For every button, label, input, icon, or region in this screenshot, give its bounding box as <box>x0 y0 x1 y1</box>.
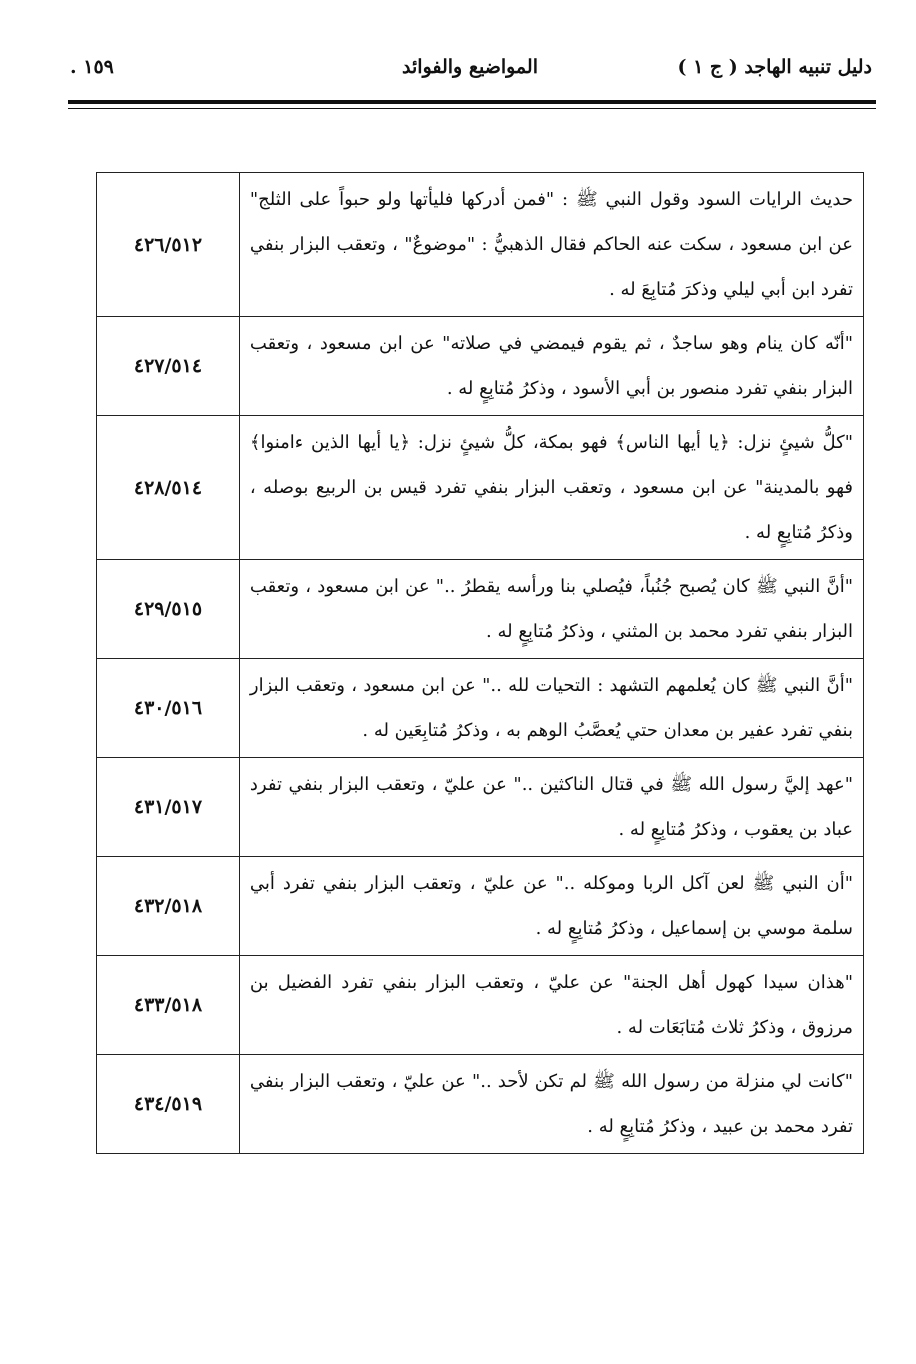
entry-text: "أنّه كان ينام وهو ساجدٌ ، ثم يقوم فيمضي في صلاته" عن ابن مسعود ، وتعقب البزار بنفي تفرد منصور بن أبي الأسود ، وذكرُ مُتابِعٍ له . <box>239 317 863 416</box>
entry-reference: ٤٣٢/٥١٨ <box>97 857 240 956</box>
table-row <box>97 857 864 956</box>
entry-reference: ٤٢٧/٥١٤ <box>97 317 240 416</box>
entry-reference: ٤٣٣/٥١٨ <box>97 956 240 1055</box>
table-row <box>97 560 864 659</box>
table-row <box>97 1055 864 1154</box>
entry-text: حديث الرايات السود وقول النبي ﷺ : "فمن أدركها فليأتها ولو حبواً على الثلج" عن ابن مسعود ، سكت عنه الحاكم فقال الذهبيُّ : "موضوعٌ" ، وتعقب البزار بنفي تفرد ابن أبي ليلي وذكرَ مُتابِعَ له . <box>239 173 863 317</box>
entry-reference: ٤٣٠/٥١٦ <box>97 659 240 758</box>
entry-reference: ٤٣١/٥١٧ <box>97 758 240 857</box>
header-rule-thin <box>68 108 876 109</box>
entry-text: "عهد إليَّ رسول الله ﷺ في قتال الناكثين .." عن عليّ ، وتعقب البزار بنفي تفرد عباد بن يعقوب ، وذكرُ مُتابِعٍ له . <box>239 758 863 857</box>
entry-text: "كانت لي منزلة من رسول الله ﷺ لم تكن لأحد .." عن عليّ ، وتعقب البزار بنفي تفرد محمد بن عبيد ، وذكرُ مُتابِعٍ له . <box>239 1055 863 1154</box>
entry-text: "كلُّ شيئٍ نزل: ﴿يا أيها الناس﴾ فهو بمكة، كلُّ شيئٍ نزل: ﴿يا أيها الذين ءامنوا﴾ فهو بالمدينة" عن ابن مسعود ، وتعقب البزار بنفي تفرد قيس بن الربيع بوصله ، وذكرُ مُتابِعٍ له . <box>239 416 863 560</box>
table-row <box>97 416 864 560</box>
table-row <box>97 659 864 758</box>
entries-table <box>96 172 864 1154</box>
page-header <box>64 52 876 92</box>
entry-text: "أنَّ النبي ﷺ كان يُعلمهم التشهد : التحيات لله .." عن ابن مسعود ، وتعقب البزار بنفي تفرد عفير بن معدان حتي يُعصَّبُ الوهم به ، وذكرُ مُتابِعَين له . <box>239 659 863 758</box>
header-rule-thick <box>68 100 876 104</box>
book-title: دليل تنبيه الهاجد ( ج ١ ) <box>677 56 872 78</box>
table-row <box>97 173 864 317</box>
page-number: ١٥٩ . <box>70 56 114 78</box>
entry-reference: ٤٢٩/٥١٥ <box>97 560 240 659</box>
table-row <box>97 317 864 416</box>
entry-text: "أن النبي ﷺ لعن آكل الربا وموكله .." عن عليّ ، وتعقب البزار بنفي تفرد أبي سلمة موسي بن إسماعيل ، وذكرُ مُتابِعٍ له . <box>239 857 863 956</box>
section-title: المواضيع والفوائد <box>402 56 538 78</box>
entry-reference: ٤٣٤/٥١٩ <box>97 1055 240 1154</box>
entry-text: "هذان سيدا كهول أهل الجنة" عن عليّ ، وتعقب البزار بنفي تفرد الفضيل بن مرزوق ، وذكرُ ثلاث مُتابَعَات له . <box>239 956 863 1055</box>
entry-text: "أنَّ النبي ﷺ كان يُصبح جُنُباً، فيُصلي بنا ورأسه يقطرُ .." عن ابن مسعود ، وتعقب البزار بنفي تفرد محمد بن المثني ، وذكرُ مُتابِعٍ له . <box>239 560 863 659</box>
table-row <box>97 956 864 1055</box>
entry-reference: ٤٢٨/٥١٤ <box>97 416 240 560</box>
entry-reference: ٤٢٦/٥١٢ <box>97 173 240 317</box>
table-row <box>97 758 864 857</box>
